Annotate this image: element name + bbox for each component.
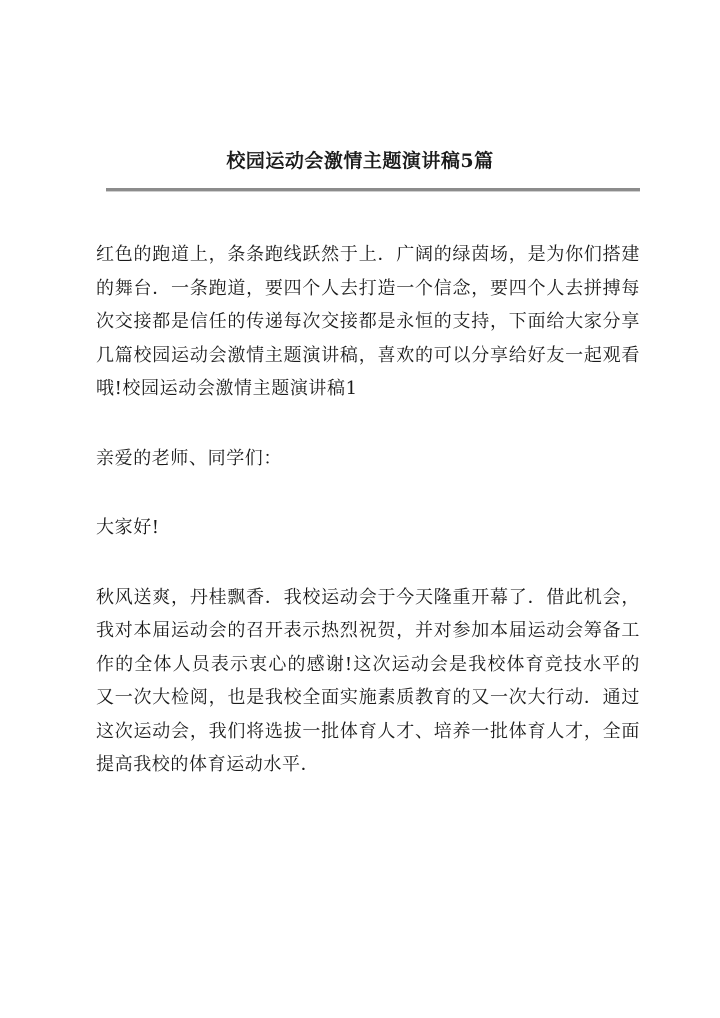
paragraph-spacer (96, 545, 640, 581)
greeting: 大家好! (96, 517, 160, 538)
body-paragraph: 秋风送爽，丹桂飘香．我校运动会于今天隆重开幕了．借此机会，我对本届运动会的召开表示热烈祝贺，并对参加本届运动会筹备工作的全体人员表示衷心的感谢!这次运动会是我校体育竞技水平的又一次大检阅，也是我校全面实施素质教育的又一次大行动．通过这次运动会，我们将选拔一批体育人才、培养一批体育人才，全面提高我校的体育运动水平． (96, 586, 640, 775)
paragraph-spacer (96, 475, 640, 511)
document-body (96, 238, 640, 782)
document-title: 校园运动会激情主题演讲稿5篇 (226, 150, 494, 172)
title-divider (106, 188, 640, 192)
intro-paragraph: 红色的跑道上，条条跑线跃然于上．广阔的绿茵场，是为你们搭建的舞台．一条跑道，要四个人去打造一个信念，要四个人去拼搏每次交接都是信任的传递每次交接都是永恒的支持，下面给大家分享几篇校园运动会激情主题演讲稿，喜欢的可以分享给好友一起观看哦!校园运动会激情主题演讲稿1 (96, 244, 640, 399)
salutation: 亲爱的老师、同学们： (96, 447, 282, 469)
paragraph-spacer (96, 406, 640, 442)
